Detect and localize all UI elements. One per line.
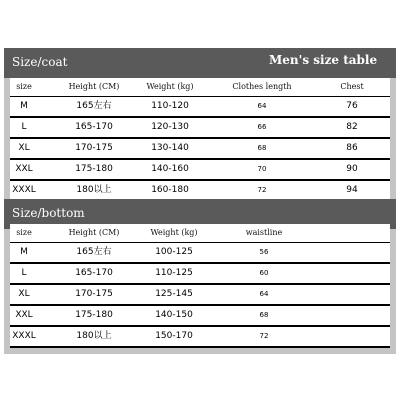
- table-cell: 165-170: [75, 122, 113, 132]
- table-cell: 170-175: [75, 289, 113, 299]
- coat-header-band: [4, 48, 396, 78]
- table-cell: XXL: [15, 164, 33, 174]
- table-cell: 72: [259, 332, 269, 340]
- table-row: [10, 118, 390, 139]
- bottom-size-table: [10, 224, 390, 348]
- table-cell: 120-130: [151, 122, 189, 132]
- table-cell: 82: [346, 122, 358, 132]
- size-chart-sheet: [4, 48, 396, 354]
- table-row: [10, 306, 390, 327]
- table-row: [10, 160, 390, 181]
- table-cell: 165左右: [76, 247, 112, 257]
- table-cell: 160-180: [151, 185, 189, 195]
- table-cell: 94: [346, 185, 358, 195]
- table-cell: 125-145: [155, 289, 193, 299]
- table-cell: XXXL: [12, 185, 36, 195]
- table-header-row: [10, 224, 390, 243]
- table-row: [10, 243, 390, 264]
- table-cell: 175-180: [75, 164, 113, 174]
- table-cell: XXXL: [12, 331, 36, 341]
- table-row: [10, 327, 390, 348]
- table-cell: 100-125: [155, 247, 193, 257]
- table-cell: 72: [257, 186, 267, 194]
- table-header-row: [10, 78, 390, 97]
- table-cell: 86: [346, 143, 358, 153]
- table-cell: 140-160: [151, 164, 189, 174]
- table-cell: 68: [259, 311, 269, 319]
- table-cell: 60: [259, 269, 269, 277]
- table-cell: 140-150: [155, 310, 193, 320]
- table-cell: 68: [257, 144, 267, 152]
- column-header: size: [16, 82, 32, 91]
- table-cell: 64: [257, 102, 267, 110]
- table-cell: 165-170: [75, 268, 113, 278]
- coat-section-label: Size/coat: [12, 55, 68, 69]
- table-row: [10, 139, 390, 160]
- column-header: Height (CM): [68, 82, 120, 91]
- column-header: Weight (kg): [146, 82, 194, 91]
- table-cell: 165左右: [76, 101, 112, 111]
- column-header: Chest: [340, 82, 364, 91]
- column-header: Height (CM): [68, 228, 120, 237]
- table-cell: L: [21, 268, 27, 278]
- column-header: Weight (kg): [150, 228, 198, 237]
- table-cell: M: [20, 247, 28, 257]
- table-cell: 76: [346, 101, 358, 111]
- table-cell: 150-170: [155, 331, 193, 341]
- table-cell: 64: [259, 290, 269, 298]
- table-cell: 110-125: [155, 268, 193, 278]
- table-cell: 56: [259, 248, 269, 256]
- table-cell: 170-175: [75, 143, 113, 153]
- coat-size-table: [10, 78, 390, 202]
- column-header: waistline: [245, 228, 283, 237]
- table-cell: 130-140: [151, 143, 189, 153]
- column-header: size: [16, 228, 32, 237]
- table-cell: XXL: [15, 310, 33, 320]
- table-row: [10, 264, 390, 285]
- table-cell: L: [21, 122, 27, 132]
- table-cell: M: [20, 101, 28, 111]
- table-row: [10, 285, 390, 306]
- table-cell: 110-120: [151, 101, 189, 111]
- table-cell: 175-180: [75, 310, 113, 320]
- bottom-section-label: Size/bottom: [12, 206, 85, 220]
- table-cell: XL: [18, 143, 30, 153]
- size-table-title: Men's size table: [269, 53, 378, 67]
- table-cell: XL: [18, 289, 30, 299]
- table-cell: 66: [257, 123, 267, 131]
- table-cell: 70: [257, 165, 267, 173]
- table-cell: 180以上: [76, 331, 112, 341]
- table-row: [10, 97, 390, 118]
- table-cell: 180以上: [76, 185, 112, 195]
- column-header: Clothes length: [232, 82, 292, 91]
- table-cell: 90: [346, 164, 358, 174]
